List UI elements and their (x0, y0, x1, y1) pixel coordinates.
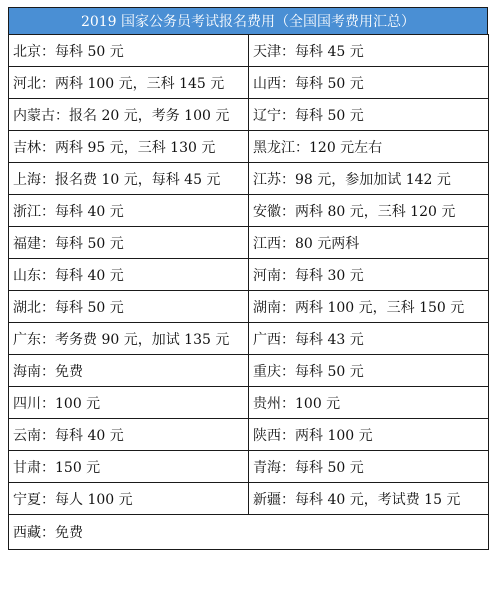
table-row (9, 515, 489, 550)
province-fee-cell: 云南：每科 40 元 (9, 419, 249, 451)
table-row (9, 99, 489, 131)
province-fee-cell: 浙江：每科 40 元 (9, 195, 249, 227)
table-row (9, 291, 489, 323)
province-fee-cell: 上海：报名费 10 元，每科 45 元 (9, 163, 249, 195)
province-fee-cell: 四川：100 元 (9, 387, 249, 419)
table-row (9, 67, 489, 99)
province-fee-cell: 甘肃：150 元 (9, 451, 249, 483)
province-fee-cell: 黑龙江：120 元左右 (249, 131, 489, 163)
province-fee-cell: 天津：每科 45 元 (249, 35, 489, 67)
province-fee-cell: 广东：考务费 90 元，加试 135 元 (9, 323, 249, 355)
table-title: 2019 国家公务员考试报名费用（全国国考费用汇总） (8, 7, 488, 35)
province-fee-cell: 宁夏：每人 100 元 (9, 483, 249, 515)
province-fee-cell: 陕西：两科 100 元 (249, 419, 489, 451)
province-fee-cell: 江苏：98 元，参加加试 142 元 (249, 163, 489, 195)
province-fee-cell: 湖北：每科 50 元 (9, 291, 249, 323)
table-row (9, 131, 489, 163)
table-row (9, 163, 489, 195)
table-row (9, 195, 489, 227)
province-fee-cell: 吉林：两科 95 元，三科 130 元 (9, 131, 249, 163)
province-fee-cell: 山东：每科 40 元 (9, 259, 249, 291)
province-fee-cell: 湖南：两科 100 元，三科 150 元 (249, 291, 489, 323)
province-fee-cell: 贵州：100 元 (249, 387, 489, 419)
fee-table (8, 34, 489, 550)
province-fee-cell: 海南：免费 (9, 355, 249, 387)
province-fee-cell: 福建：每科 50 元 (9, 227, 249, 259)
province-fee-cell: 北京：每科 50 元 (9, 35, 249, 67)
table-row (9, 451, 489, 483)
province-fee-cell: 山西：每科 50 元 (249, 67, 489, 99)
province-fee-cell: 西藏：免费 (9, 515, 489, 550)
province-fee-cell: 河南：每科 30 元 (249, 259, 489, 291)
province-fee-cell: 新疆：每科 40 元，考试费 15 元 (249, 483, 489, 515)
province-fee-cell: 辽宁：每科 50 元 (249, 99, 489, 131)
province-fee-cell: 内蒙古：报名 20 元，考务 100 元 (9, 99, 249, 131)
province-fee-cell: 安徽：两科 80 元，三科 120 元 (249, 195, 489, 227)
table-row (9, 35, 489, 67)
province-fee-cell: 江西：80 元两科 (249, 227, 489, 259)
province-fee-cell: 广西：每科 43 元 (249, 323, 489, 355)
table-row (9, 483, 489, 515)
table-row (9, 323, 489, 355)
fee-summary-sheet (8, 7, 488, 595)
table-row (9, 259, 489, 291)
table-row (9, 355, 489, 387)
province-fee-cell: 重庆：每科 50 元 (249, 355, 489, 387)
table-row (9, 387, 489, 419)
province-fee-cell: 青海：每科 50 元 (249, 451, 489, 483)
table-row (9, 227, 489, 259)
table-row (9, 419, 489, 451)
province-fee-cell: 河北：两科 100 元，三科 145 元 (9, 67, 249, 99)
